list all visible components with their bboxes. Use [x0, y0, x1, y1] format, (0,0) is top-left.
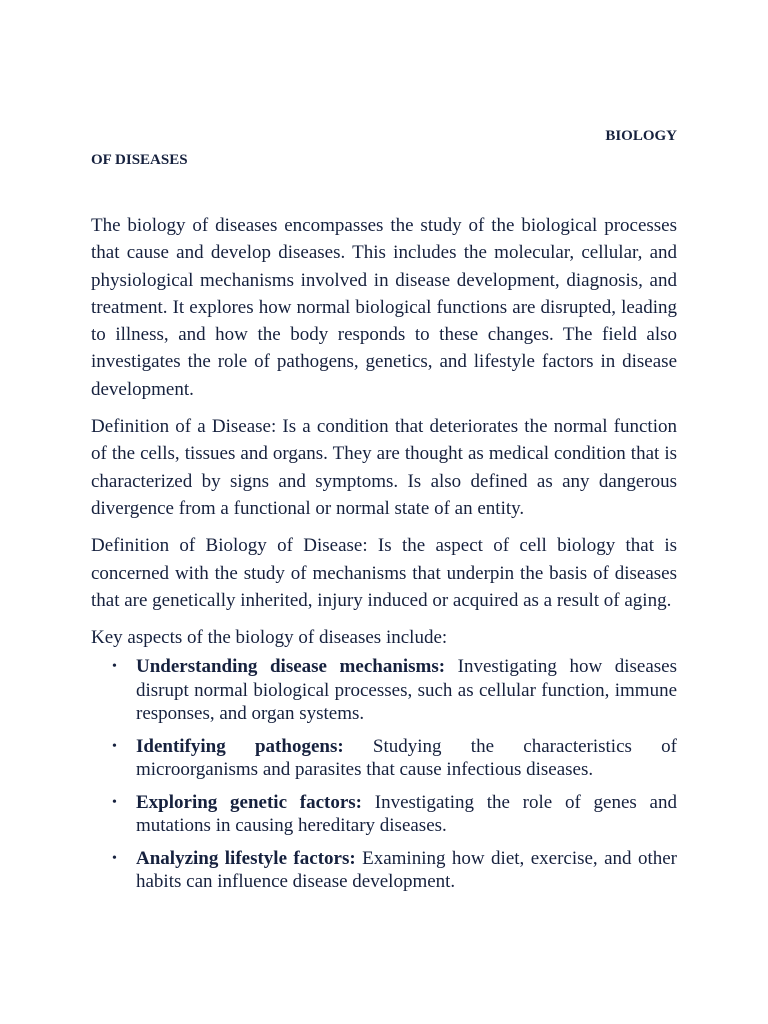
bullet-icon: •	[112, 738, 117, 754]
list-item-term: Understanding disease mechanisms:	[136, 656, 446, 678]
disease-definition-paragraph: Definition of a Disease: Is a condition that deteriorates the normal function of the cells, tissues and organs. They are thought as medical condition that is characterized by signs and symptoms. Is also defined as any dangerous divergence from a functional or normal state of an entity.	[91, 416, 677, 519]
key-aspects-intro: Key aspects of the biology of diseases include:	[91, 627, 448, 649]
biology-of-disease-definition-paragraph: Definition of Biology of Disease: Is the aspect of cell biology that is concerned with the study of mechanisms that underpin the basis of diseases that are genetically inherited, injury induced or acquired as a result of aging.	[91, 535, 677, 611]
intro-paragraph: The biology of diseases encompasses the study of the biological processes that cause and develop diseases. This includes the molecular, cellular, and physiological mechanisms involved in disease development, diagnosis, and treatment. It explores how normal biological functions are disrupted, leading to illness, and how the body responds to these changes. The field also investigates the role of pathogens, genetics, and lifestyle factors in disease development.	[91, 215, 677, 400]
list-item-text: Studying the characteristics of microorganisms and parasites that cause infectious diseases.	[136, 735, 677, 781]
bullet-icon: •	[112, 794, 117, 810]
title-line-2: OF DISEASES	[91, 152, 188, 168]
title-line-1: BIOLOGY	[605, 128, 677, 144]
list-item-term: Exploring genetic factors:	[136, 791, 363, 813]
list-item-text: Examining how diet, exercise, and other habits can influence disease development.	[136, 847, 677, 893]
document-title	[91, 124, 677, 172]
bullet-icon: •	[112, 659, 117, 675]
list-item	[112, 791, 677, 838]
list-item-term: Analyzing lifestyle factors:	[136, 847, 356, 869]
list-item-text: Investigating the role of genes and mutations in causing hereditary diseases.	[136, 791, 677, 837]
list-item-term: Identifying pathogens:	[136, 735, 344, 757]
list-item	[112, 735, 677, 782]
list-item	[112, 655, 677, 726]
document-body	[91, 212, 677, 903]
list-item	[112, 847, 677, 894]
list-item-text: Investigating how diseases disrupt normal biological processes, such as cellular function, immune responses, and organ systems.	[136, 656, 677, 725]
bullet-icon: •	[112, 850, 117, 866]
key-aspects-list	[91, 655, 677, 894]
